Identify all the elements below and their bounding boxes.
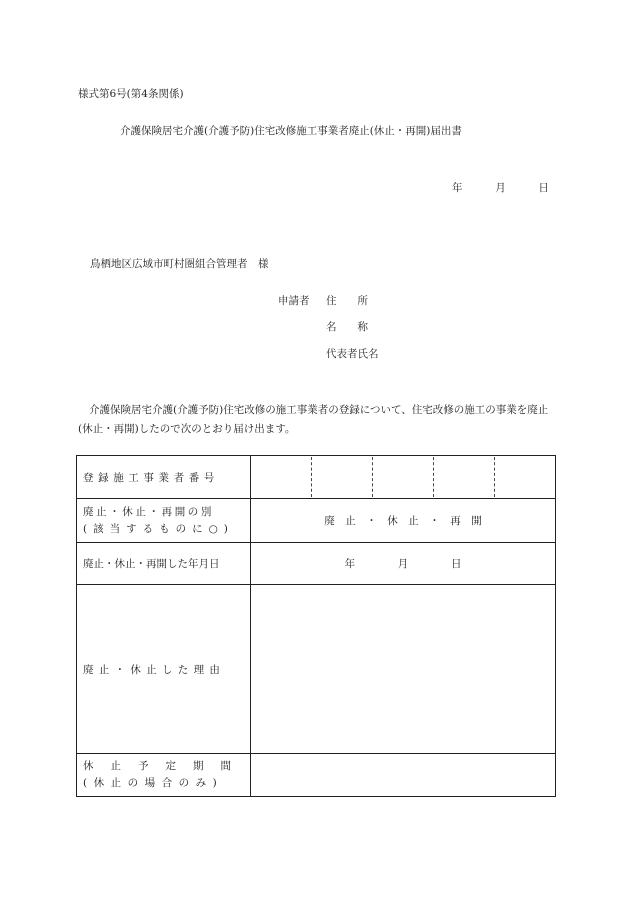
registration-number-label-cell xyxy=(77,456,251,499)
type-label-line1: 廃止・休止・再開の別 xyxy=(83,505,214,518)
reason-label-cell xyxy=(77,585,251,754)
row-date xyxy=(77,543,556,585)
reg-digit-box[interactable] xyxy=(434,457,495,497)
recipient: 鳥栖地区広域市町村圏組合管理者 様 xyxy=(90,258,269,270)
date-line xyxy=(452,180,549,195)
applicant-address-label: 住 所 xyxy=(326,295,368,307)
reg-digit-box[interactable] xyxy=(251,457,312,497)
date-value-field[interactable] xyxy=(251,543,556,585)
body-text xyxy=(78,401,556,439)
notification-table xyxy=(76,455,556,797)
row-reason xyxy=(77,585,556,754)
type-label-cell xyxy=(77,499,251,543)
period-label-cell xyxy=(77,754,251,797)
document-title: 介護保険居宅介護(介護予防)住宅改修施工事業者廃止(休止・再開)届出書 xyxy=(120,125,462,137)
date-year: 年 xyxy=(452,182,463,194)
form-number: 様式第6号(第4条関係) xyxy=(78,88,184,100)
registration-number-label: 登録施工事業者番号 xyxy=(83,471,219,484)
date-month: 月 xyxy=(495,182,506,194)
row-period xyxy=(77,754,556,797)
period-field[interactable] xyxy=(251,754,556,797)
period-label-line2: (休止の場合のみ) xyxy=(83,777,224,789)
body-paragraph: 介護保険居宅介護(介護予防)住宅改修の施工事業者の登録について、住宅改修の施工の事業を廃止(休止・再開)したので次のとおり届け出ます。 xyxy=(78,404,549,435)
applicant-name-label: 名 称 xyxy=(326,321,368,333)
table-date-year: 年 xyxy=(344,558,356,570)
type-options[interactable]: 廃 止 ・ 休 止 ・ 再 開 xyxy=(251,499,556,543)
date-label: 廃止・休止・再開した年月日 xyxy=(83,558,220,570)
type-label-line2: (該当するものに○) xyxy=(83,522,234,535)
reg-digit-box[interactable] xyxy=(312,457,373,497)
reason-label: 廃止・休止した理由 xyxy=(83,663,226,676)
registration-number-field[interactable] xyxy=(251,456,556,499)
table-date-day: 日 xyxy=(450,558,462,570)
reg-digit-box[interactable] xyxy=(495,457,555,497)
row-registration-number xyxy=(77,456,556,499)
reason-field[interactable] xyxy=(251,585,556,754)
period-label-line1: 休止予定期間 xyxy=(83,760,248,772)
reg-digit-box[interactable] xyxy=(373,457,434,497)
applicant-label: 申請者 xyxy=(278,295,310,307)
applicant-representative-label: 代表者氏名 xyxy=(326,348,379,360)
table-date-month: 月 xyxy=(397,558,409,570)
date-label-cell xyxy=(77,543,251,585)
date-day: 日 xyxy=(538,182,549,194)
row-type xyxy=(77,499,556,543)
